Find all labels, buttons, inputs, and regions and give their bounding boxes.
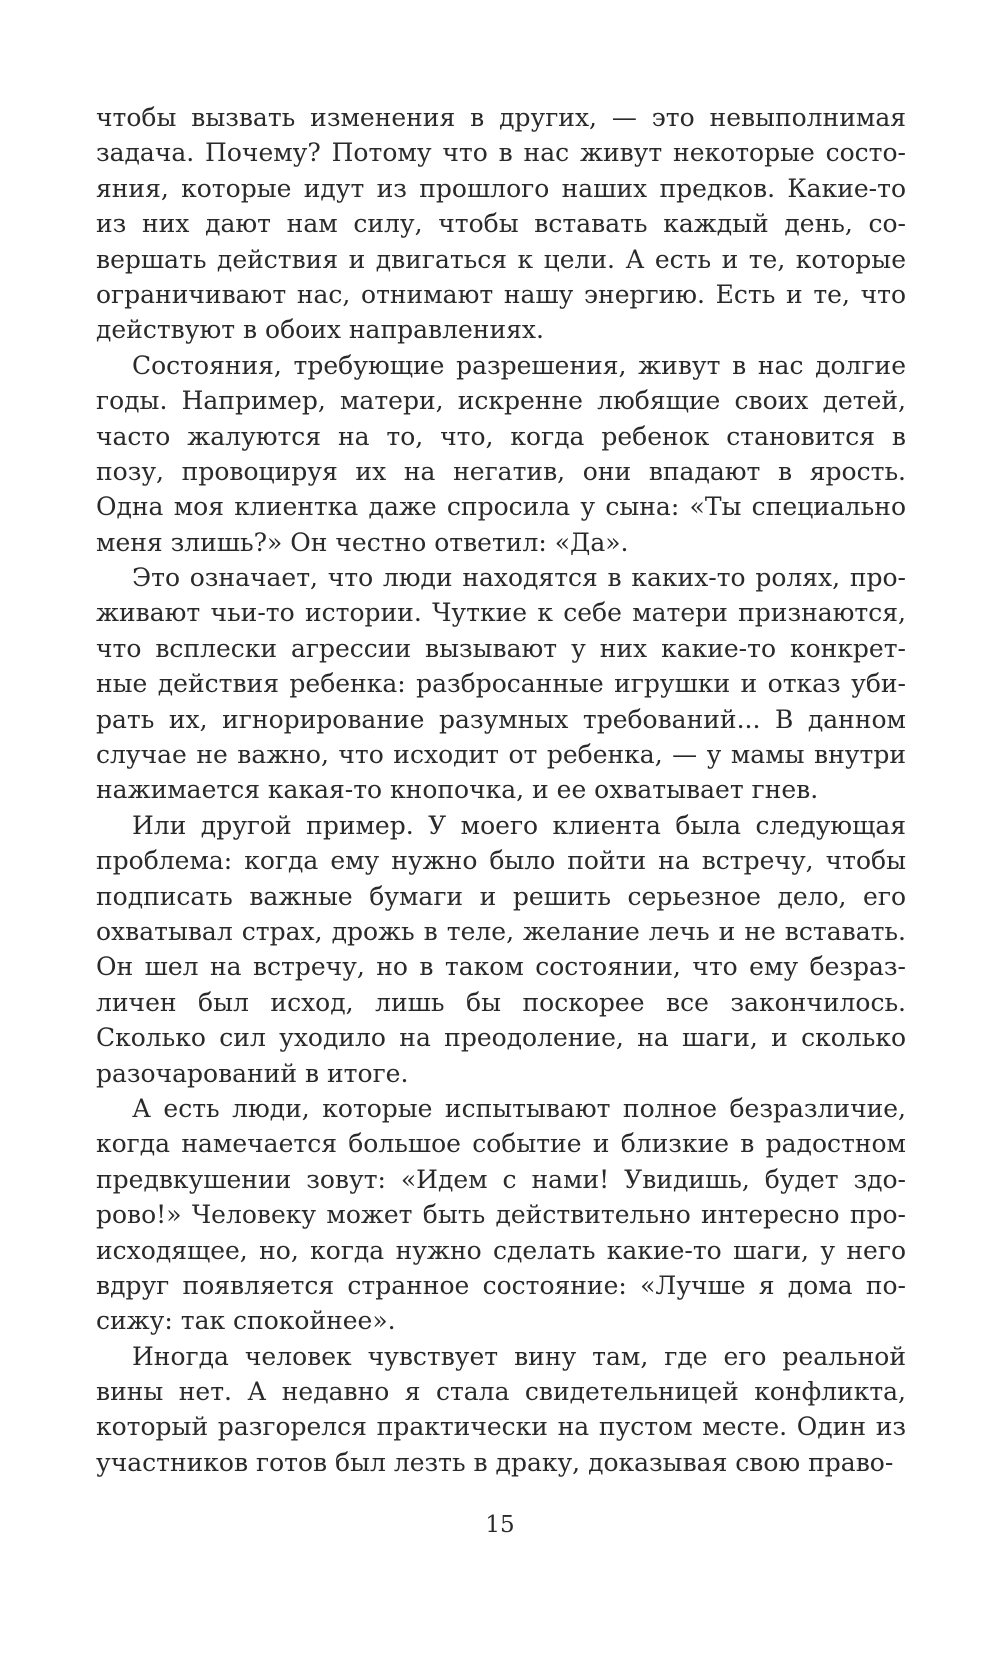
text-line: сижу: так спокойнее». xyxy=(96,1306,396,1336)
text-line: задача. Почему? Потому что в нас живут некоторые состо- xyxy=(96,138,906,168)
paragraph xyxy=(96,1339,906,1481)
page-number: 15 xyxy=(485,1512,515,1538)
text-line: А есть люди, которые испытывают полное безразличие, xyxy=(132,1093,906,1123)
text-line: случае не важно, что исходит от ребенка, — у мамы внутри xyxy=(96,740,906,770)
text-line: проблема: когда ему нужно было пойти на встречу, чтобы xyxy=(96,846,906,876)
body-text xyxy=(96,100,906,1480)
text-line: Состояния, требующие разрешения, живут в нас долгие xyxy=(132,350,906,380)
text-line: который разгорелся практически на пустом месте. Один из xyxy=(96,1412,906,1442)
text-line: что всплески агрессии вызывают у них какие-то конкрет- xyxy=(96,633,906,663)
text-line: нажимается какая-то кнопочка, и ее охватывает гнев. xyxy=(96,775,819,805)
text-line: разочарований в итоге. xyxy=(96,1058,409,1088)
text-line: живают чьи-то истории. Чуткие к себе матери признаются, xyxy=(96,598,906,628)
text-line: охватывал страх, дрожь в теле, желание лечь и не вставать. xyxy=(96,916,906,946)
text-line: из них дают нам силу, чтобы вставать каждый день, со- xyxy=(96,209,906,239)
paragraph xyxy=(96,808,906,1091)
text-line: Это означает, что люди находятся в каких-то ролях, про- xyxy=(132,563,906,593)
text-line: чтобы вызвать изменения в других, — это невыполнимая xyxy=(96,103,906,132)
text-line: позу, провоцируя их на негатив, они впадают в ярость. xyxy=(96,456,906,486)
text-line: Или другой пример. У моего клиента была следующая xyxy=(132,810,906,840)
text-line: предвкушении зовут: «Идем с нами! Увидишь, будет здо- xyxy=(96,1164,906,1194)
paragraph xyxy=(96,560,906,808)
text-line: подписать важные бумаги и решить серьезное дело, его xyxy=(96,881,906,911)
text-line: Он шел на встречу, но в таком состоянии, что ему безраз- xyxy=(96,952,906,982)
text-line: Сколько сил уходило на преодоление, на шаги, и сколько xyxy=(96,1023,906,1053)
text-line: часто жалуются на то, что, когда ребенок становится в xyxy=(96,421,906,451)
text-line: вершать действия и двигаться к цели. А есть и те, которые xyxy=(96,244,906,274)
text-line: вины нет. А недавно я стала свидетельницей конфликта, xyxy=(96,1377,906,1407)
text-line: когда намечается большое событие и близкие в радостном xyxy=(96,1129,906,1159)
text-line: Одна моя клиентка даже спросила у сына: «Ты специально xyxy=(96,492,906,522)
text-line: действуют в обоих направлениях. xyxy=(96,315,544,345)
text-line: личен был исход, лишь бы поскорее все закончилось. xyxy=(96,987,906,1017)
paragraph xyxy=(96,1091,906,1339)
text-line: рать их, игнорирование разумных требований... В данном xyxy=(96,704,906,734)
paragraph xyxy=(96,348,906,560)
text-line: участников готов был лезть в драку, доказывая свою право- xyxy=(96,1447,894,1477)
text-line: годы. Например, матери, искренне любящие своих детей, xyxy=(96,386,906,416)
text-line: исходящее, но, когда нужно сделать какие-то шаги, у него xyxy=(96,1235,906,1265)
text-line: рово!» Человеку может быть действительно интересно про- xyxy=(96,1200,906,1230)
text-line: ограничивают нас, отнимают нашу энергию. Есть и те, что xyxy=(96,279,906,309)
text-line: меня злишь?» Он честно ответил: «Да». xyxy=(96,527,629,557)
text-line: Иногда человек чувствует вину там, где его реальной xyxy=(132,1341,906,1371)
text-line: ные действия ребенка: разбросанные игрушки и отказ уби- xyxy=(96,669,906,699)
text-line: вдруг появляется странное состояние: «Лучше я дома по- xyxy=(96,1270,906,1300)
paragraph xyxy=(96,100,906,348)
text-line: яния, которые идут из прошлого наших предков. Какие-то xyxy=(96,173,906,203)
